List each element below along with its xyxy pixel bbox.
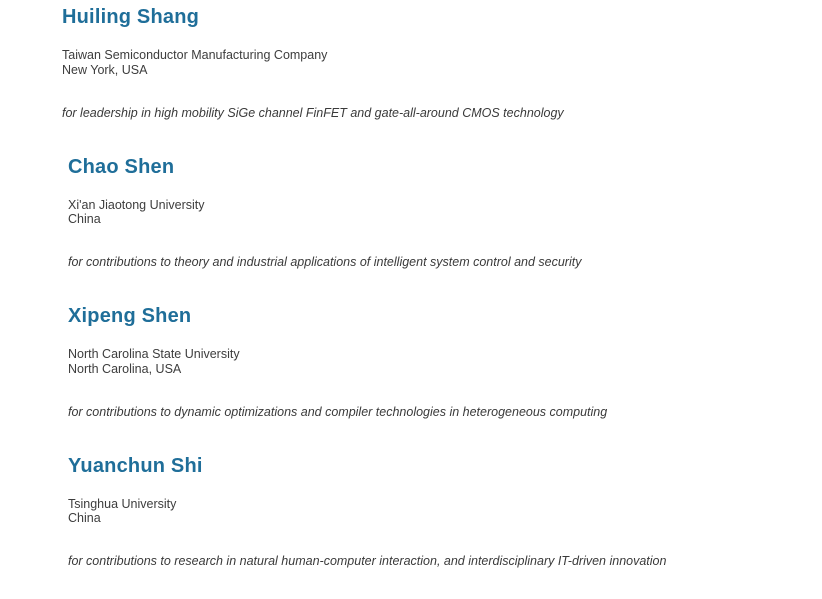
fellow-citation: for contributions to research in natural human-computer interaction, and interdisciplinary IT-driven innovation bbox=[68, 554, 667, 568]
fellow-affiliation-block bbox=[68, 497, 792, 527]
location-line: North Carolina, USA bbox=[68, 361, 182, 376]
location-line: China bbox=[68, 511, 101, 526]
fellow-entry bbox=[68, 305, 792, 419]
fellow-name: Huiling Shang bbox=[62, 6, 200, 28]
fellow-name: Chao Shen bbox=[68, 155, 175, 178]
fellow-name: Xipeng Shen bbox=[68, 305, 192, 327]
location-line: New York, USA bbox=[62, 62, 148, 77]
affiliation-line: Tsinghua University bbox=[68, 496, 177, 511]
fellow-affiliation-block bbox=[68, 347, 792, 377]
fellow-citation: for contributions to theory and industrial applications of intelligent system control and security bbox=[68, 255, 582, 269]
affiliation-line: Taiwan Semiconductor Manufacturing Company bbox=[62, 48, 328, 62]
fellow-entry bbox=[62, 6, 792, 120]
fellow-affiliation-block bbox=[68, 198, 792, 228]
fellow-entry bbox=[68, 156, 792, 270]
affiliation-line: North Carolina State University bbox=[68, 347, 240, 361]
fellow-entry bbox=[68, 455, 792, 569]
affiliation-line: Xi'an Jiaotong University bbox=[68, 197, 205, 212]
fellow-citation: for leadership in high mobility SiGe channel FinFET and gate-all-around CMOS technology bbox=[62, 105, 564, 120]
fellow-affiliation-block bbox=[62, 48, 792, 78]
location-line: China bbox=[68, 212, 101, 227]
fellow-citation: for contributions to dynamic optimizations and compiler technologies in heterogeneous computing bbox=[68, 404, 608, 419]
fellow-name: Yuanchun Shi bbox=[68, 454, 203, 477]
